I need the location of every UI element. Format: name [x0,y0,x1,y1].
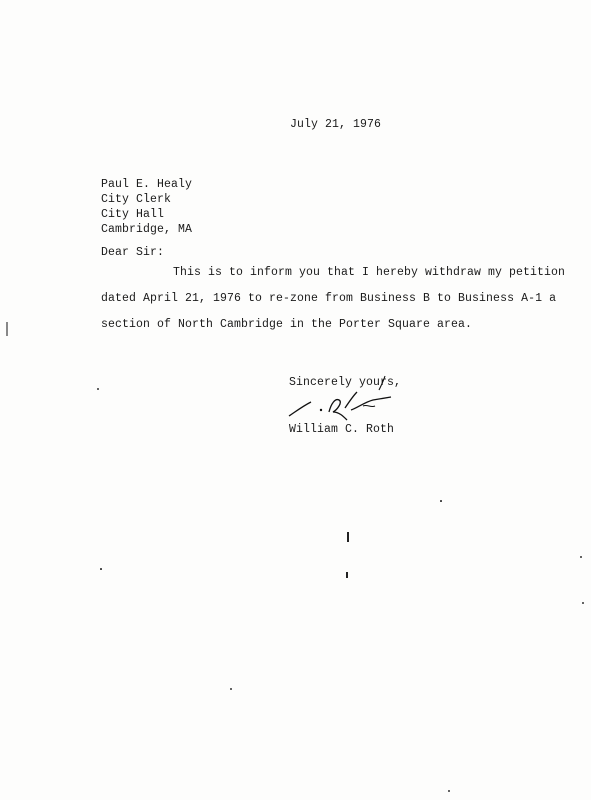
scan-mark [346,572,348,578]
scan-speck [580,556,582,558]
scan-speck [582,602,584,604]
handwritten-signature [285,372,395,427]
signer-name: William C. Roth [289,423,395,436]
body-line-2: dated April 21, 1976 to re-zone from Business B to Business A-1 a [101,292,557,305]
scan-speck [230,688,232,690]
recipient-office: City Hall [101,208,165,221]
scan-speck [100,568,102,570]
scan-speck [448,790,450,792]
salutation: Dear Sir: [101,246,165,259]
recipient-name: Paul E. Healy [101,178,193,191]
scan-speck [440,500,442,502]
scan-mark [347,532,349,542]
recipient-city: Cambridge, MA [101,223,193,236]
scan-speck [97,388,99,390]
scan-mark [6,322,8,336]
closing: Sincerely yours, [289,376,402,389]
body-line-1: This is to inform you that I hereby withdraw my petition [173,266,566,279]
body-line-3: section of North Cambridge in the Porter Square area. [101,318,473,331]
recipient-title: City Clerk [101,193,172,206]
letter-date: July 21, 1976 [290,118,382,131]
